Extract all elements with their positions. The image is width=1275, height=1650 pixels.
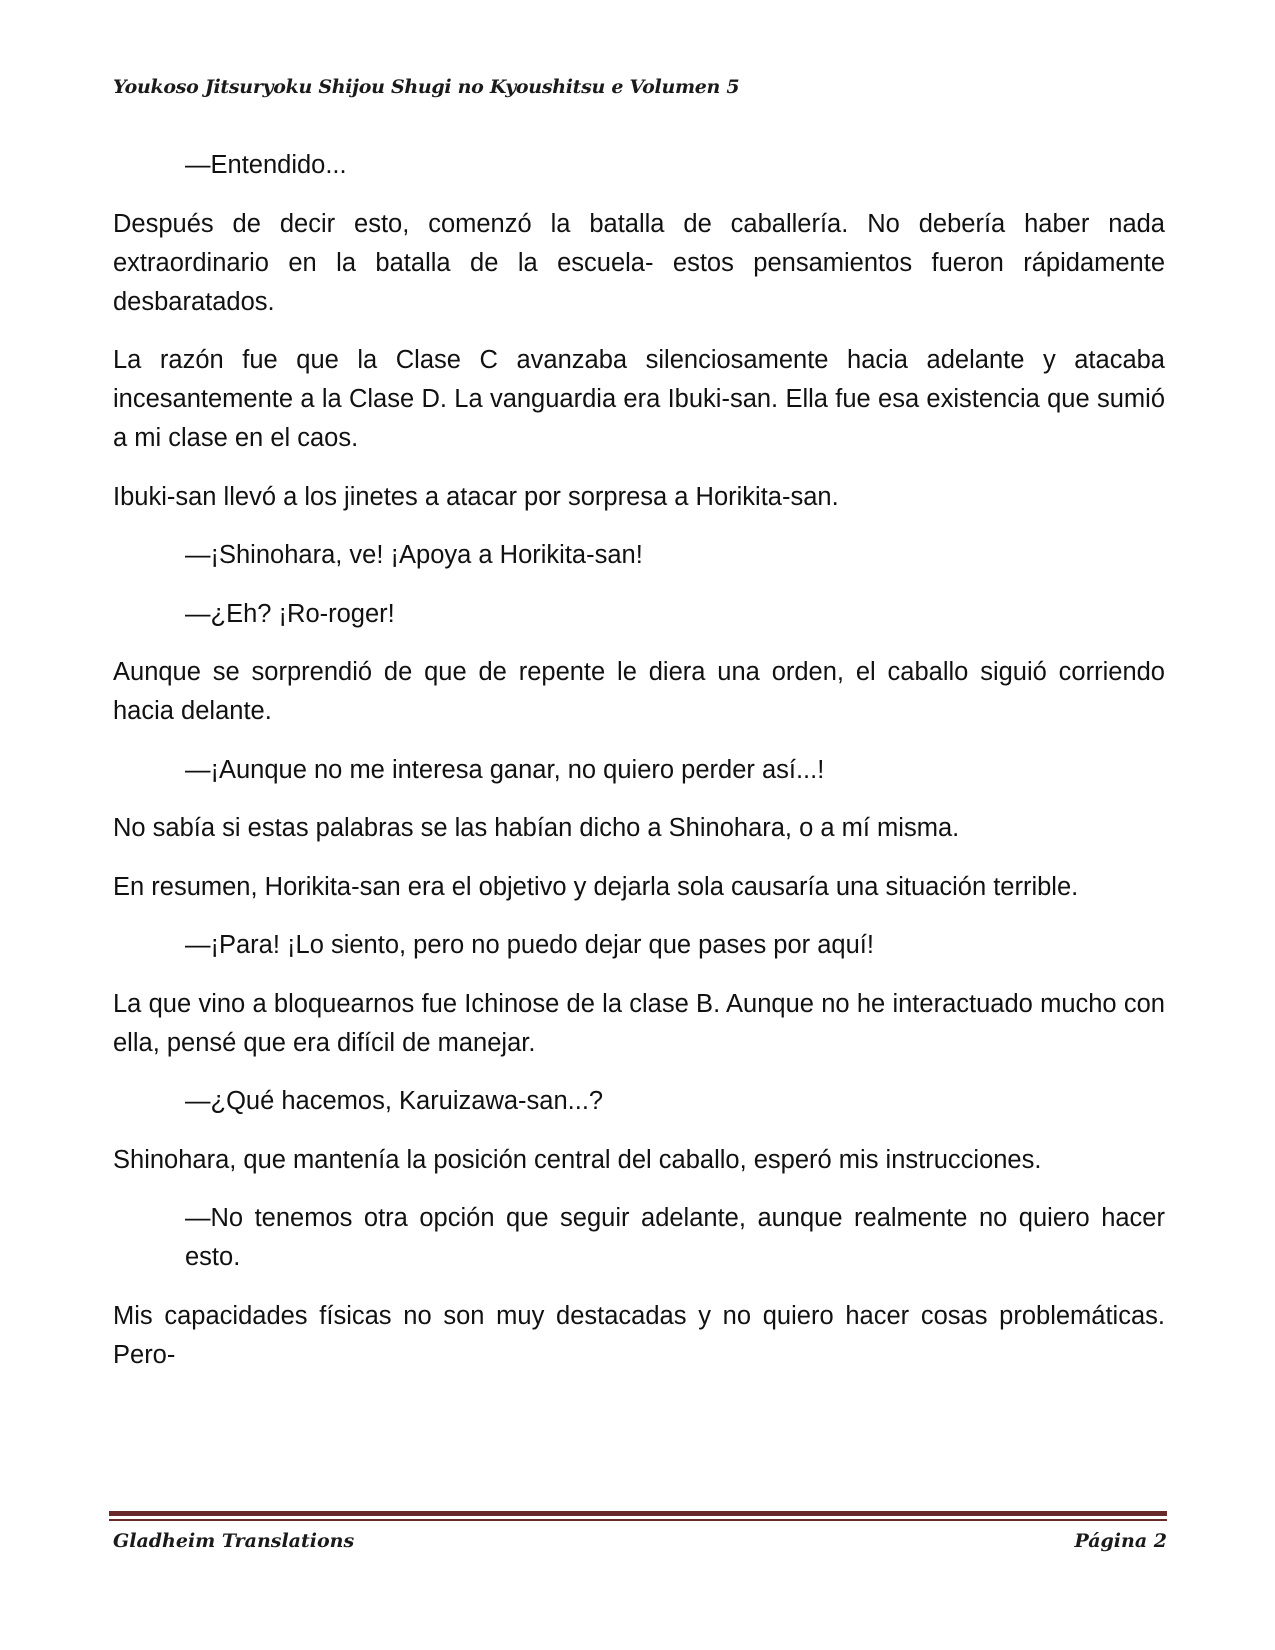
dialogue-line: —No tenemos otra opción que seguir adelante, aunque realmente no quiero hacer esto. (185, 1204, 1165, 1271)
page-body (113, 146, 1165, 1394)
footer-divider-thin (109, 1519, 1167, 1521)
narration-paragraph: Mis capacidades físicas no son muy destacadas y no quiero hacer cosas problemáticas. Pero- (113, 1301, 1165, 1369)
footer-translator-name: Gladheim Translations (113, 1530, 355, 1552)
narration-paragraph: Shinohara, que mantenía la posición central del caballo, esperó mis instrucciones. (113, 1145, 1042, 1174)
footer-page-number: Página 2 (1074, 1530, 1167, 1552)
narration-paragraph: Aunque se sorprendió de que de repente le diera una orden, el caballo siguió corriendo hacia delante. (113, 658, 1165, 725)
narration-paragraph: La razón fue que la Clase C avanzaba silenciosamente hacia adelante y atacaba incesantemente a la Clase D. La vanguardia era Ibuki-san. Ella fue esa existencia que sumió a mi clase en el caos. (113, 346, 1165, 452)
narration-paragraph: En resumen, Horikita-san era el objetivo y dejarla sola causaría una situación terrible. (113, 872, 1079, 901)
dialogue-line: —¡Aunque no me interesa ganar, no quiero perder así...! (185, 755, 825, 784)
dialogue-line: —¡Shinohara, ve! ¡Apoya a Horikita-san! (185, 541, 643, 569)
narration-paragraph: Después de decir esto, comenzó la batalla de caballería. No debería haber nada extraordinario en la batalla de la escuela- estos pensamientos fueron rápidamente desbaratados. (113, 209, 1165, 316)
page-header-title: Youkoso Jitsuryoku Shijou Shugi no Kyoushitsu e Volumen 5 (113, 76, 740, 98)
narration-paragraph: Ibuki-san llevó a los jinetes a atacar por sorpresa a Horikita-san. (113, 482, 839, 511)
narration-paragraph: No sabía si estas palabras se las habían dicho a Shinohara, o a mí misma. (113, 814, 960, 842)
dialogue-line: —¿Qué hacemos, Karuizawa-san...? (185, 1087, 604, 1115)
dialogue-line: —¡Para! ¡Lo siento, pero no puedo dejar que pases por aquí! (185, 931, 874, 959)
footer-divider-thick (109, 1511, 1167, 1516)
narration-paragraph: La que vino a bloquearnos fue Ichinose de la clase B. Aunque no he interactuado mucho con ella, pensé que era difícil de manejar. (113, 989, 1165, 1057)
dialogue-line: —Entendido... (185, 151, 347, 179)
dialogue-line: —¿Eh? ¡Ro-roger! (185, 599, 395, 628)
